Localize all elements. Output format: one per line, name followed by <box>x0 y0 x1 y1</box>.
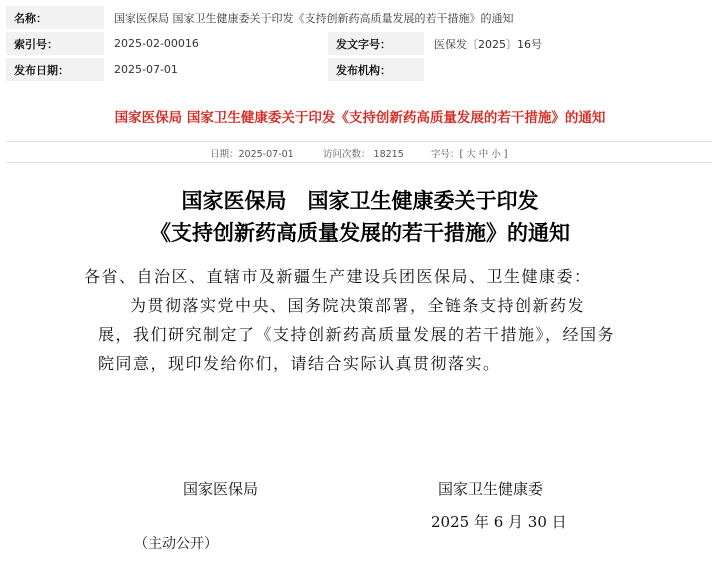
meta-name-value: 国家医保局 国家卫生健康委关于印发《支持创新药高质量发展的若干措施》的通知 <box>104 6 712 29</box>
document-body <box>84 262 618 378</box>
signing-date: 2025 年 6 月 30 日 <box>431 513 567 531</box>
disclosure-note: （主动公开） <box>134 536 218 552</box>
meta-date-value: 2025-07-01 <box>104 58 328 81</box>
meta-row-name <box>6 6 712 29</box>
document-title-line1: 国家医保局 国家卫生健康委关于印发 <box>181 188 539 213</box>
font-size-switcher[interactable]: 字号：[ 大 中 小 ] <box>431 149 508 160</box>
salutation: 各省、自治区、直辖市及新疆生产建设兵团医保局、卫生健康委： <box>84 267 592 286</box>
signer-nhc: 国家卫生健康委 <box>438 480 544 498</box>
meta-index-label: 索引号： <box>6 32 104 55</box>
article-info-bar <box>6 141 712 163</box>
article-headline: 国家医保局 国家卫生健康委关于印发《支持创新药高质量发展的若干措施》的通知 <box>114 110 606 126</box>
meta-doc-no-value: 医保发〔2025〕16号 <box>424 32 712 55</box>
visit-count: 访问次数： 18215 <box>323 149 404 160</box>
meta-name-label: 名称： <box>6 6 104 29</box>
signer-nhsa: 国家医保局 <box>183 480 259 498</box>
meta-doc-no-label: 发文字号： <box>328 32 424 55</box>
body-paragraph: 为贯彻落实党中央、国务院决策部署，全链条支持创新药发展，我们研究制定了《支持创新药高质量发展的若干措施》，经国务院同意，现印发给你们，请结合实际认真贯彻落实。 <box>98 296 616 373</box>
meta-date-label: 发布日期： <box>6 58 104 81</box>
metadata-table <box>6 6 712 84</box>
meta-row-date <box>6 58 712 81</box>
meta-org-label: 发布机构： <box>328 58 424 81</box>
document-title-line2: 《支持创新药高质量发展的若干措施》的通知 <box>150 220 570 245</box>
publish-date: 日期：2025-07-01 <box>210 149 294 160</box>
meta-org-value <box>424 58 712 81</box>
meta-row-index <box>6 32 712 55</box>
meta-index-value: 2025-02-00016 <box>104 32 328 55</box>
